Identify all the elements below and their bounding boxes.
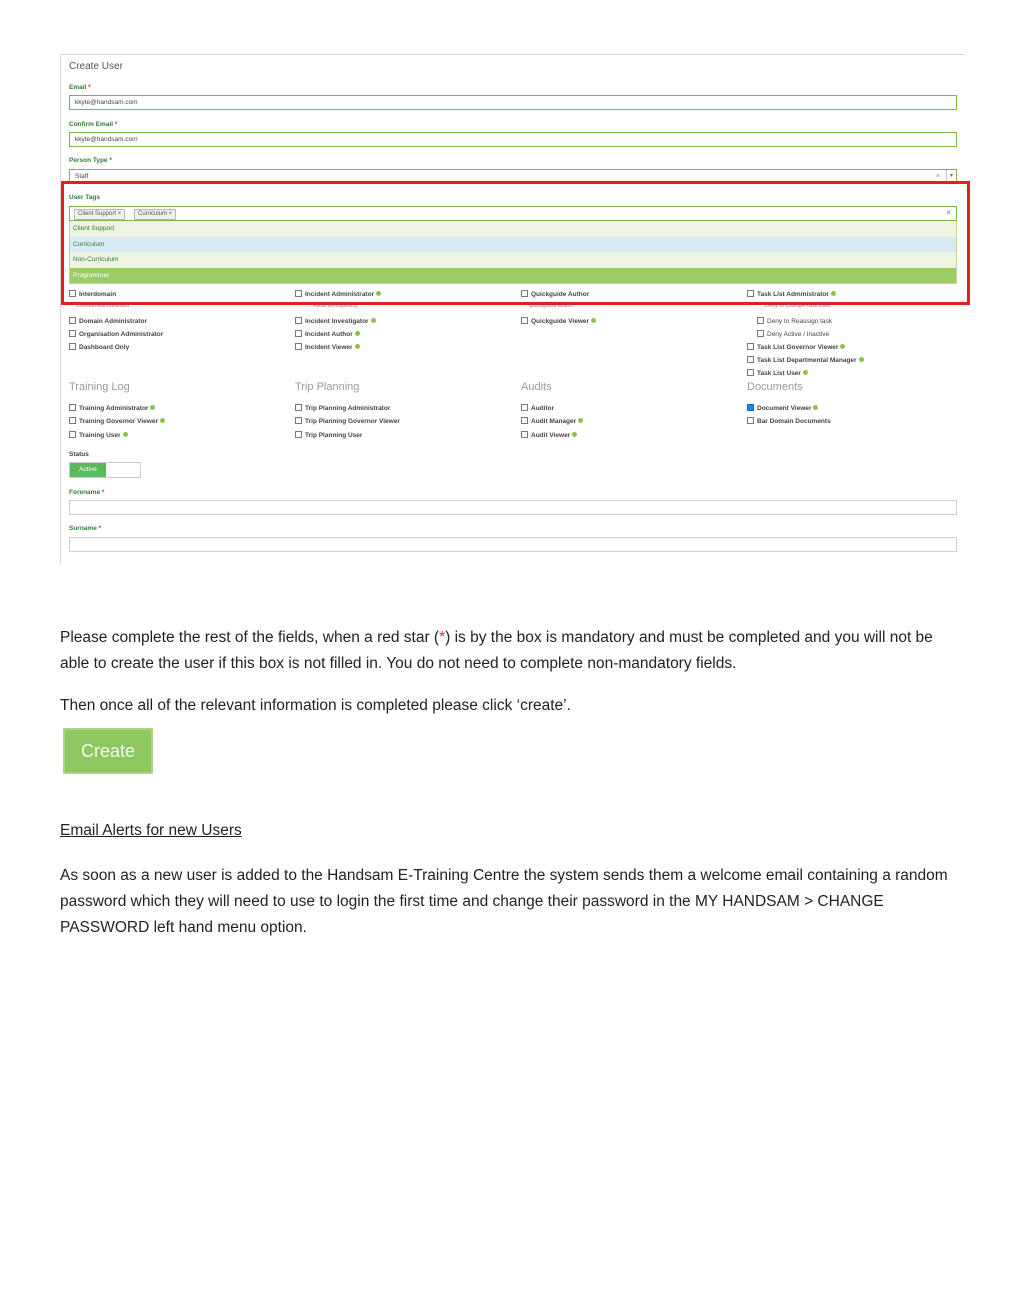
confirm-email-field[interactable]: kkyte@handsam.com [69, 132, 957, 147]
create-instruction: Then once all of the relevant information is completed please click ‘create’. [60, 697, 571, 714]
checkbox-trip-admin[interactable]: Trip Planning Administrator [295, 405, 390, 412]
hidden-option: Quickguide Editor [529, 303, 573, 309]
info-icon [572, 432, 577, 437]
info-icon [578, 418, 583, 423]
create-button[interactable]: Create [63, 728, 153, 774]
checkbox-incident-admin[interactable]: Incident Administrator [295, 291, 381, 298]
info-icon [355, 344, 360, 349]
section-heading: Email Alerts for new Users [60, 822, 242, 839]
checkbox-tasklist-dept-manager[interactable]: Task List Departmental Manager [747, 357, 864, 364]
hidden-option: Allow Re-Opening [313, 303, 358, 309]
email-field[interactable]: kkyte@handsam.com [69, 95, 957, 110]
forename-field[interactable] [69, 500, 957, 515]
panel-title: Create User [69, 61, 123, 72]
checkbox-incident-investigator[interactable]: Incident Investigator [295, 318, 376, 325]
section-audits: Audits [521, 381, 552, 393]
info-icon [123, 432, 128, 437]
info-icon [591, 318, 596, 323]
forename-label: Forename * [69, 489, 105, 496]
checkbox-interdomain[interactable]: Interdomain [69, 291, 116, 298]
dropdown-option[interactable]: Client Support [70, 221, 956, 237]
dropdown-option[interactable]: Curriculum [70, 237, 956, 253]
info-icon [160, 418, 165, 423]
info-icon [371, 318, 376, 323]
checkbox-org-admin[interactable]: Organisation Administrator [69, 331, 163, 338]
checkbox-deny-active[interactable]: Deny Active / Inactive [757, 331, 829, 338]
info-icon [355, 331, 360, 336]
surname-label: Surname * [69, 525, 102, 532]
checkbox-incident-author[interactable]: Incident Author [295, 331, 360, 338]
info-icon [813, 405, 818, 410]
confirm-email-label: Confirm Email * [69, 121, 118, 128]
checkbox-dashboard-only[interactable]: Dashboard Only [69, 344, 129, 351]
tag-client-support[interactable]: Client Support × [74, 209, 125, 220]
person-type-label: Person Type * [69, 157, 112, 164]
checkbox-deny-reassign[interactable]: Deny to Reassign task [757, 318, 832, 325]
checkbox-trip-governor[interactable]: Trip Planning Governor Viewer [295, 418, 400, 425]
dropdown-option-highlighted[interactable]: Programmer [70, 268, 956, 284]
email-alerts-paragraph: As soon as a new user is added to the Handsam E-Training Centre the system sends them a welcome email containing a random password which they will need to use to login the first time and change their password in the MY HANDSAM > CHANGE PASSWORD left hand menu option. [60, 867, 948, 936]
checkbox-training-user[interactable]: Training User [69, 432, 128, 439]
highlight-box [61, 181, 970, 305]
instruction-paragraph: Please complete the rest of the fields, when a red star (*) is by the box is mandatory and must be completed and you will not be able to create the user if this box is not filled in. You do not need to complete non-mandatory fields. [60, 629, 933, 672]
checkbox-document-viewer[interactable]: Document Viewer [747, 405, 818, 412]
checkbox-audit-manager[interactable]: Audit Manager [521, 418, 583, 425]
info-icon [859, 357, 864, 362]
dropdown-option[interactable]: Non-Curriculum [70, 252, 956, 268]
checkbox-tasklist-admin[interactable]: Task List Administrator [747, 291, 836, 298]
user-tags-label: User Tags [69, 194, 100, 201]
section-trip-planning: Trip Planning [295, 381, 360, 393]
info-icon [831, 291, 836, 296]
clear-icon[interactable]: × [935, 173, 940, 180]
info-icon [803, 370, 808, 375]
info-icon [150, 405, 155, 410]
checkbox-incident-viewer[interactable]: Incident Viewer [295, 344, 360, 351]
info-icon [840, 344, 845, 349]
status-label: Status [69, 451, 89, 458]
email-label: Email * [69, 84, 91, 91]
checkbox-training-governor[interactable]: Training Governor Viewer [69, 418, 165, 425]
checkbox-trip-user[interactable]: Trip Planning User [295, 432, 362, 439]
checkbox-bar-domain-docs[interactable]: Bar Domain Documents [747, 418, 831, 425]
section-training-log: Training Log [69, 381, 130, 393]
checkbox-quickguide-viewer[interactable]: Quickguide Viewer [521, 318, 596, 325]
info-icon [376, 291, 381, 296]
person-type-select[interactable]: Staff × ▾ [69, 169, 957, 184]
checkbox-auditor[interactable]: Auditor [521, 405, 554, 412]
checkbox-tasklist-governor[interactable]: Task List Governor Viewer [747, 344, 845, 351]
status-toggle[interactable] [69, 462, 141, 478]
checkbox-tasklist-user[interactable]: Task List User [747, 370, 808, 377]
status-active: Active [70, 463, 106, 477]
section-documents: Documents [747, 381, 803, 393]
hidden-option: Deny to Change Task Date [765, 303, 831, 309]
checkbox-audit-viewer[interactable]: Audit Viewer [521, 432, 577, 439]
hidden-option: Domain Administrator [77, 303, 130, 309]
checkbox-training-admin[interactable]: Training Administrator [69, 405, 155, 412]
chevron-down-icon[interactable]: ▾ [946, 170, 956, 183]
clear-tags-icon[interactable]: × [946, 208, 951, 217]
checkbox-quickguide-author[interactable]: Quickguide Author [521, 291, 589, 298]
surname-field[interactable] [69, 537, 957, 552]
create-user-screenshot [60, 54, 965, 565]
tag-curriculum[interactable]: Curriculum × [134, 209, 176, 220]
checkbox-domain-admin[interactable]: Domain Administrator [69, 318, 147, 325]
